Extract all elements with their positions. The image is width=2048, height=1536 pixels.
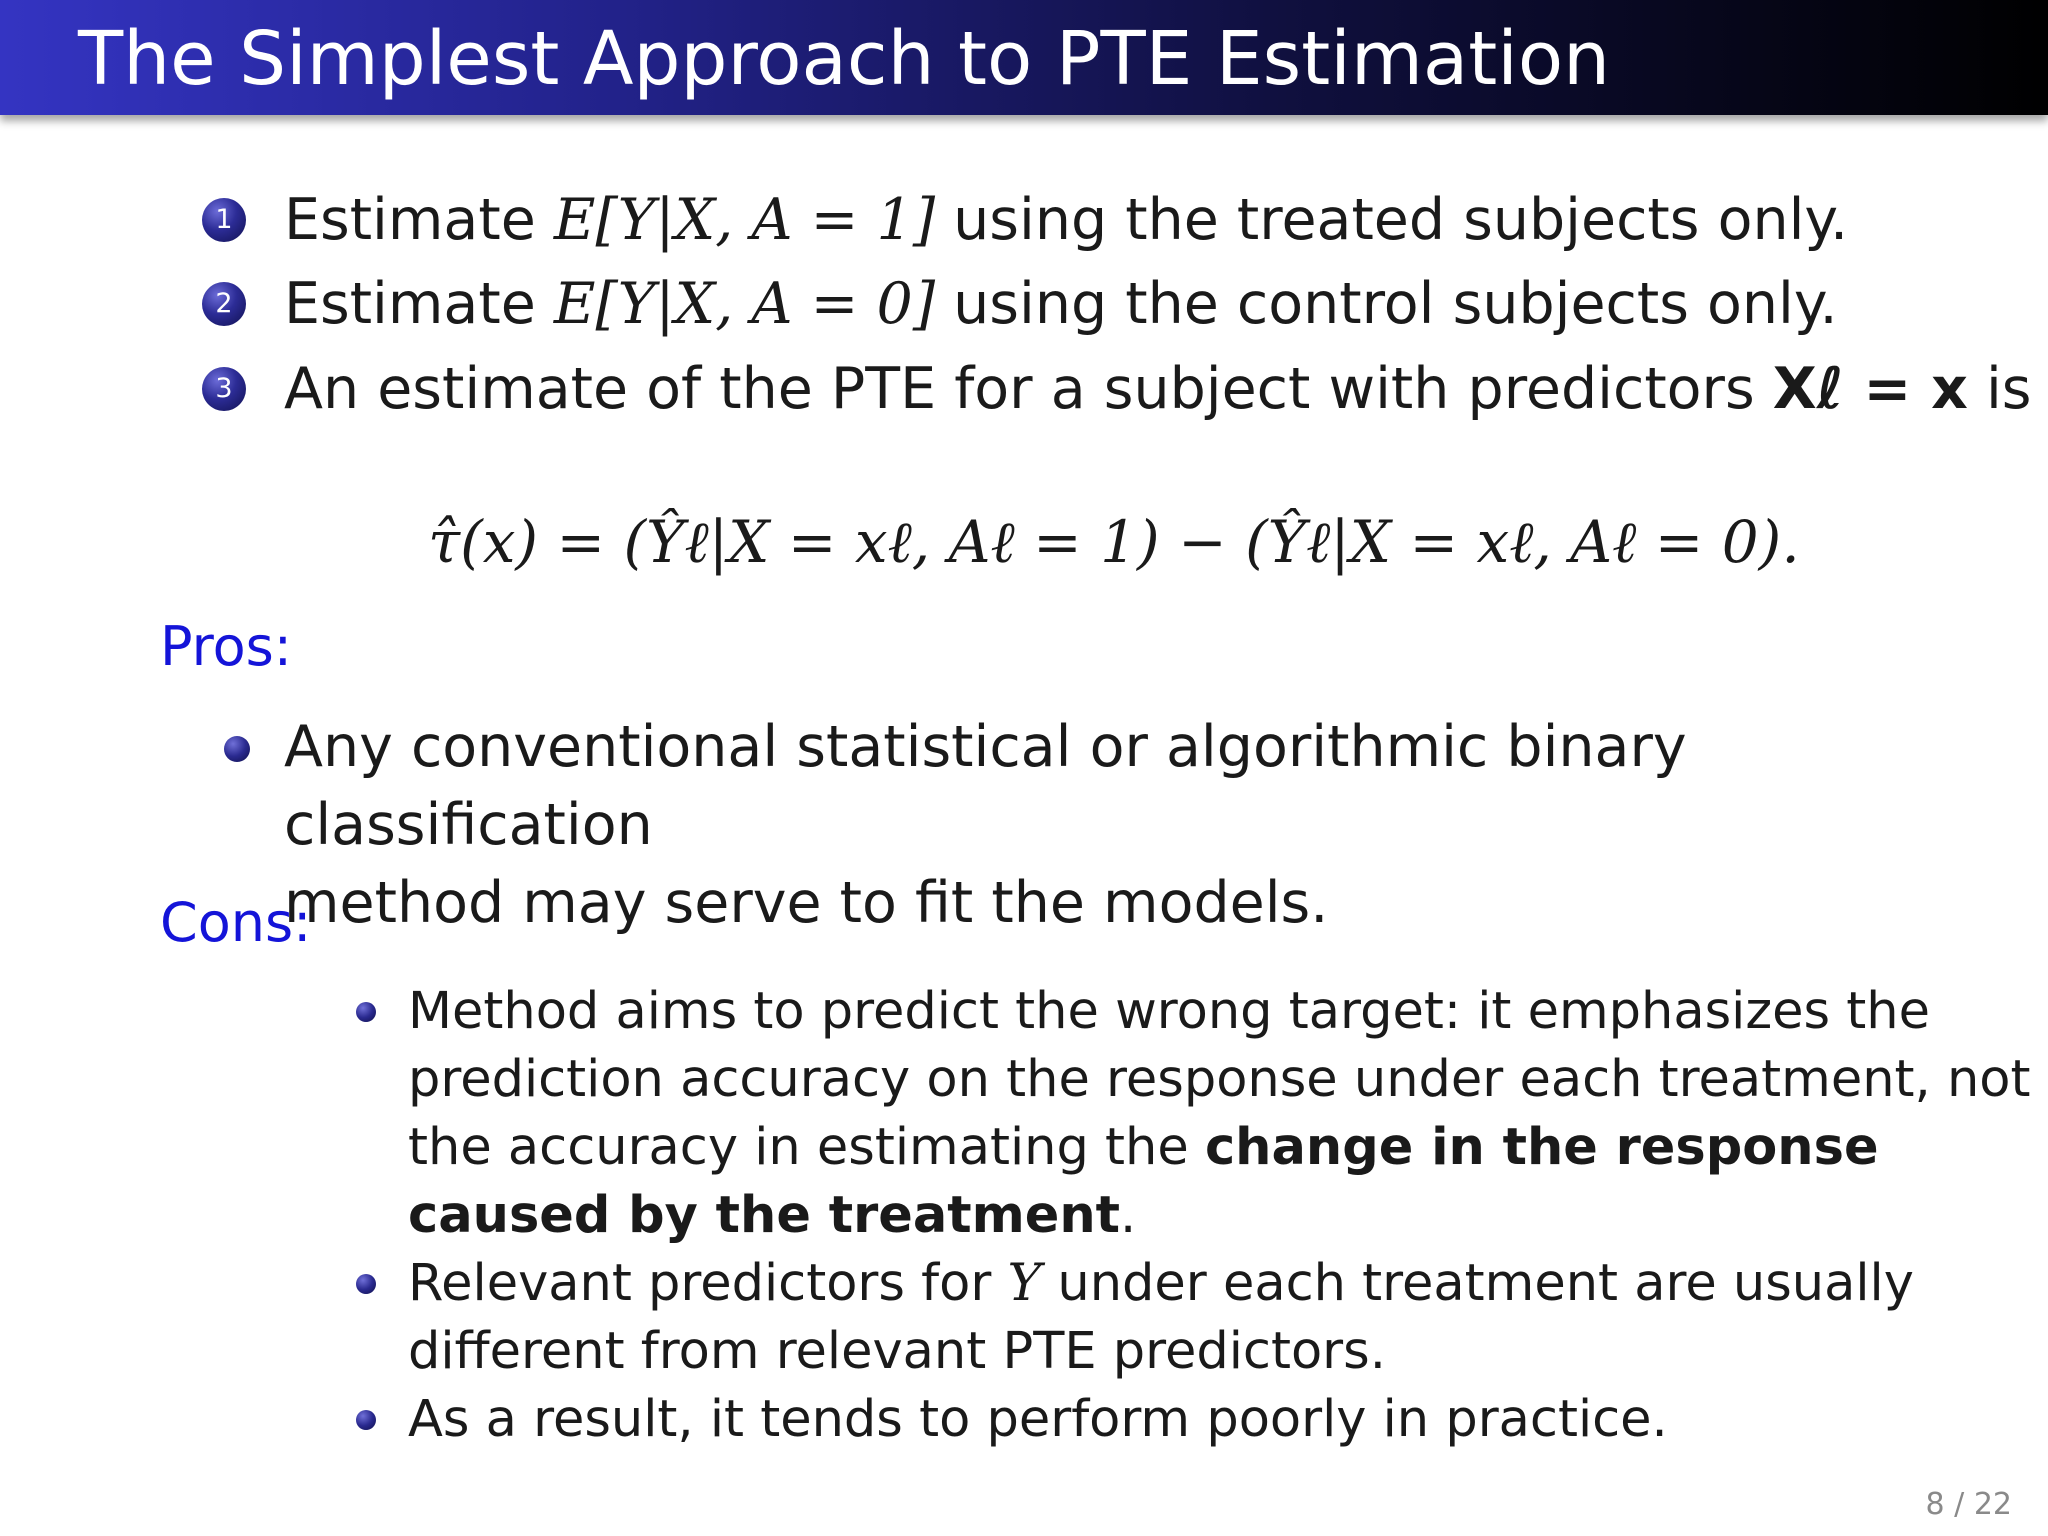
step-1-number-icon: 1: [202, 198, 246, 242]
cons-item-1-line-4-bold: caused by the treatment: [408, 1186, 1121, 1245]
cons-item-3-line-1: As a result, it tends to perform poorly in practice.: [408, 1390, 1668, 1449]
step-2-text: [284, 262, 1838, 346]
pros-label: Pros:: [160, 615, 292, 678]
cons-item-1-line-4-suffix: .: [1120, 1186, 1137, 1245]
pros-item: [284, 708, 2048, 942]
step-1-prefix: Estimate: [284, 187, 554, 253]
step-2-prefix: Estimate: [284, 271, 554, 337]
title-bar: [0, 0, 2048, 115]
step-2-suffix: using the control subjects only.: [935, 271, 1838, 337]
cons-item-2-line-2: different from relevant PTE predictors.: [408, 1322, 1386, 1381]
step-1-text: [284, 178, 1848, 262]
pros-bullet-icon: [224, 736, 250, 762]
step-2-number-icon: 2: [202, 282, 246, 326]
cons-item-2: [408, 1250, 1914, 1386]
cons-bullet-1-icon: [356, 1002, 376, 1022]
cons-item-2-line-1-math: Y: [1007, 1254, 1042, 1313]
step-3-suffix: is: [1967, 356, 2032, 422]
step-3-prefix: An estimate of the PTE for a subject with predictors: [284, 356, 1773, 422]
step-2-math: E[Y|X, A = 0]: [553, 271, 936, 337]
slide-title: The Simplest Approach to PTE Estimation: [78, 16, 1610, 102]
step-3-text: [284, 347, 2032, 431]
cons-bullet-2-icon: [356, 1274, 376, 1294]
step-3-number-icon: 3: [202, 367, 246, 411]
cons-item-1-line-3-bold: change in the response: [1204, 1118, 1879, 1177]
pros-item-line-1: Any conventional statistical or algorithmic binary classification: [284, 714, 1687, 858]
step-1-suffix: using the treated subjects only.: [935, 187, 1849, 253]
pros-item-line-2: method may serve to fit the models.: [284, 870, 1329, 936]
pte-formula: τ̂(x) = (Ŷℓ|X = xℓ, Aℓ = 1) − (Ŷℓ|X = xℓ, Aℓ = 0).: [428, 508, 1800, 576]
cons-item-1-line-3-prefix: the accuracy in estimating the: [408, 1118, 1205, 1177]
cons-label: Cons:: [160, 891, 312, 954]
cons-item-3: [408, 1386, 1668, 1454]
cons-bullet-3-icon: [356, 1410, 376, 1430]
cons-item-1-line-1: Method aims to predict the wrong target: it emphasizes the: [408, 982, 1930, 1041]
page-number: 8 / 22: [1925, 1487, 2012, 1522]
cons-item-2-line-1-prefix: Relevant predictors for: [408, 1254, 1008, 1313]
cons-item-2-line-1-suffix: under each treatment are usually: [1041, 1254, 1914, 1313]
cons-item-2-line-1: [408, 1250, 1914, 1318]
step-1-math: E[Y|X, A = 1]: [553, 187, 936, 253]
cons-item-1-line-3: [408, 1114, 2030, 1182]
cons-item-1-line-2: prediction accuracy on the response under each treatment, not: [408, 1050, 2031, 1109]
cons-item-1-line-4: [408, 1182, 2030, 1250]
step-3-math: Xℓ = x: [1772, 356, 1968, 422]
cons-item-1: [408, 978, 2030, 1250]
